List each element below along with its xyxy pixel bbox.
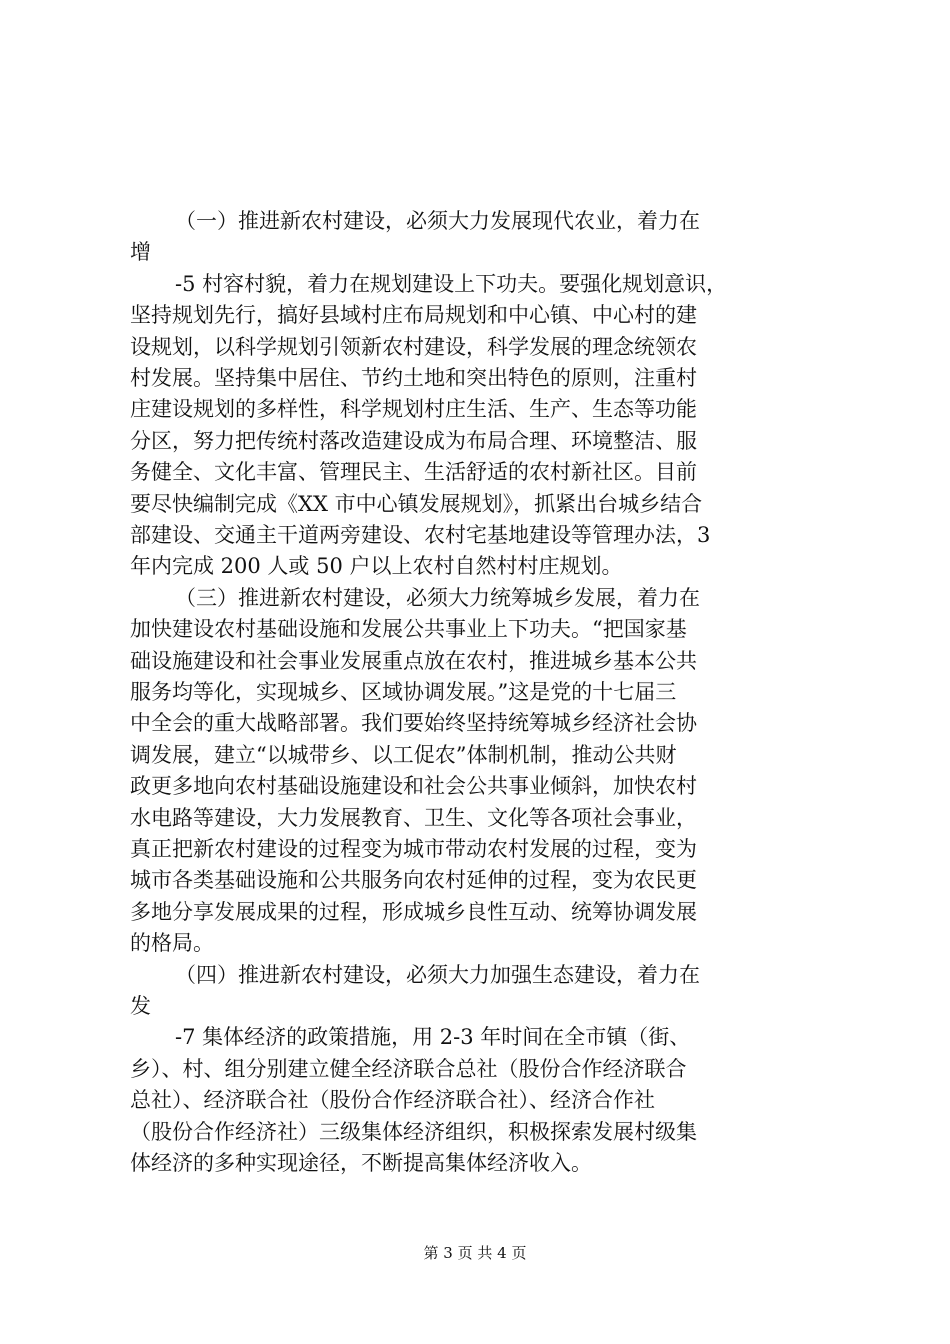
text-line: 水电路等建设，大力发展教育、卫生、文化等各项社会事业， <box>130 806 697 830</box>
text-line: （四）推进新农村建设，必须大力加强生态建设，着力在 <box>175 963 700 987</box>
text-line: （股份合作经济社）三级集体经济组织，积极探索发展村级集 <box>130 1120 697 1144</box>
text-line: 调发展，建立“以城带乡、以工促农”体制机制，推动公共财 <box>130 743 677 767</box>
text-line: 乡）、村、组分别建立健全经济联合总社（股份合作经济联合 <box>130 1057 687 1081</box>
text-line: （三）推进新农村建设，必须大力统筹城乡发展，着力在 <box>175 586 700 610</box>
text-line: 增 <box>130 240 151 264</box>
text-line: 础设施建设和社会事业发展重点放在农村，推进城乡基本公共 <box>130 649 697 673</box>
text-line: 加快建设农村基础设施和发展公共事业上下功夫。“把国家基 <box>130 617 687 641</box>
text-line: 年内完成 200 人或 50 户以上农村自然村村庄规划。 <box>130 554 623 578</box>
text-line: 服务均等化，实现城乡、区域协调发展。”这是党的十七届三 <box>130 680 677 704</box>
text-line: 中全会的重大战略部署。我们要始终坚持统筹城乡经济社会协 <box>130 711 697 735</box>
text-line: （一）推进新农村建设，必须大力发展现代农业，着力在 <box>175 209 700 233</box>
text-line: 要尽快编制完成《XX 市中心镇发展规划》，抓紧出台城乡结合 <box>130 492 703 516</box>
text-line: 真正把新农村建设的过程变为城市带动农村发展的过程，变为 <box>130 837 697 861</box>
text-line: 体经济的多种实现途径，不断提高集体经济收入。 <box>130 1151 592 1175</box>
text-line: 总社）、经济联合社（股份合作经济联合社）、经济合作社 <box>130 1088 655 1112</box>
text-line: 部建设、交通主干道两旁建设、农村宅基地建设等管理办法，3 <box>130 523 711 547</box>
text-line: 分区，努力把传统村落改造建设成为布局合理、环境整洁、服 <box>130 429 697 453</box>
text-line: 庄建设规划的多样性，科学规划村庄生活、生产、生态等功能 <box>130 397 697 421</box>
text-line: 政更多地向农村基础设施建设和社会公共事业倾斜，加快农村 <box>130 774 697 798</box>
text-line: 坚持规划先行，搞好县域村庄布局规划和中心镇、中心村的建 <box>130 303 697 327</box>
text-line: 务健全、文化丰富、管理民主、生活舒适的农村新社区。目前 <box>130 460 697 484</box>
text-line: 城市各类基础设施和公共服务向农村延伸的过程，变为农民更 <box>130 868 697 892</box>
text-line: 多地分享发展成果的过程，形成城乡良性互动、统筹协调发展 <box>130 900 697 924</box>
text-line: -5 村容村貌，着力在规划建设上下功夫。要强化规划意识， <box>175 272 728 296</box>
text-line: 设规划，以科学规划引领新农村建设，科学发展的理念统领农 <box>130 335 697 359</box>
text-line: 村发展。坚持集中居住、节约土地和突出特色的原则，注重村 <box>130 366 697 390</box>
text-line: -7 集体经济的政策措施，用 2-3 年时间在全市镇（街、 <box>175 1025 691 1049</box>
text-line: 的格局。 <box>130 931 214 955</box>
text-line: 发 <box>130 994 151 1018</box>
page-number-footer: 第 3 页 共 4 页 <box>423 1244 527 1262</box>
